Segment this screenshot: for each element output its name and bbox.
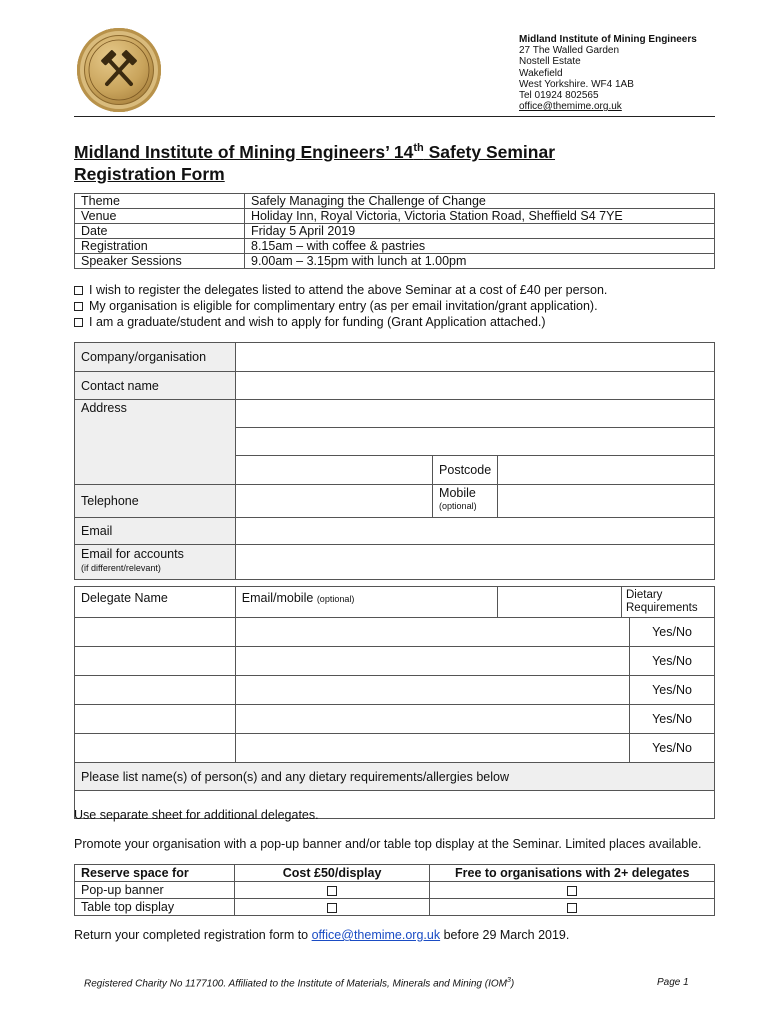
return-email-link[interactable]: office@themime.org.uk	[311, 928, 441, 942]
return-instructions	[74, 928, 569, 942]
table-row	[75, 254, 715, 269]
org-email-link[interactable]: office@themime.org.uk	[519, 101, 622, 113]
address-line-1-field[interactable]	[235, 400, 714, 428]
table-row	[75, 343, 715, 372]
register-checkbox[interactable]	[74, 286, 83, 295]
telephone-label: Telephone	[75, 485, 236, 518]
reserve-header: Reserve space for	[75, 865, 235, 882]
address-line-3-field[interactable]	[235, 456, 432, 485]
tabletop-free-checkbox[interactable]	[567, 903, 577, 913]
organisation-address-block	[519, 34, 697, 112]
table-row	[75, 209, 715, 224]
info-key: Speaker Sessions	[75, 254, 245, 269]
title-text-end: Safety Seminar	[423, 142, 556, 162]
promote-note: Promote your organisation with a pop-up banner and/or table top display at the Seminar. Limited places available.	[74, 837, 702, 851]
email-mobile-header: Email/mobile	[241, 591, 314, 605]
delegate-row	[75, 734, 715, 763]
dietary-header-line-1: Dietary	[626, 589, 663, 601]
contact-field[interactable]	[235, 372, 714, 400]
delegate-name-field[interactable]	[75, 618, 236, 647]
email-accounts-field[interactable]	[235, 545, 714, 580]
table-row	[75, 194, 715, 209]
mobile-label: Mobile	[439, 486, 476, 500]
cost-header: Cost £50/display	[234, 865, 430, 882]
email-accounts-note: (if different/relevant)	[81, 563, 161, 573]
registration-options	[74, 282, 607, 330]
free-header: Free to organisations with 2+ delegates	[430, 865, 715, 882]
table-spacer	[75, 580, 715, 587]
info-key: Date	[75, 224, 245, 239]
mobile-optional-note: (optional)	[439, 501, 477, 511]
table-row	[75, 400, 715, 428]
table-row	[75, 224, 715, 239]
return-text: Return your completed registration form to	[74, 928, 312, 942]
contact-label: Contact name	[75, 372, 236, 400]
complimentary-checkbox[interactable]	[74, 302, 83, 311]
address-line: Wakefield	[519, 67, 563, 79]
address-line: Nostell Estate	[519, 56, 581, 68]
info-value: 9.00am – 3.15pm with lunch at 1.00pm	[245, 254, 715, 269]
dietary-yesno[interactable]: Yes/No	[629, 705, 714, 733]
dietary-yesno[interactable]: Yes/No	[629, 734, 714, 762]
popup-cost-checkbox[interactable]	[327, 886, 337, 896]
delegate-header-row	[75, 587, 715, 618]
delegate-name-field[interactable]	[75, 705, 236, 734]
table-row	[75, 763, 715, 791]
footer-text-end: )	[510, 978, 515, 990]
reserve-space-table	[74, 864, 715, 916]
email-mobile-optional-note: (optional)	[316, 594, 355, 604]
info-key: Theme	[75, 194, 245, 209]
email-field[interactable]	[235, 518, 714, 545]
table-row	[75, 865, 715, 882]
info-value: Holiday Inn, Royal Victoria, Victoria Station Road, Sheffield S4 7YE	[245, 209, 715, 224]
address-line: 27 The Walled Garden	[519, 45, 620, 57]
table-row	[75, 545, 715, 580]
delegate-name-header: Delegate Name	[75, 587, 236, 618]
telephone-number: Tel 01924 802565	[519, 90, 599, 102]
delegate-email-field[interactable]	[236, 676, 629, 704]
title-text: Midland Institute of Mining Engineers’ 14	[74, 142, 414, 162]
popup-banner-label: Pop-up banner	[75, 882, 235, 899]
postcode-field[interactable]	[498, 456, 715, 485]
option-label: I wish to register the delegates listed to attend the above Seminar at a cost of £40 per person.	[89, 283, 608, 297]
page-number: Page 1	[657, 977, 689, 988]
table-row	[75, 518, 715, 545]
delegate-row	[75, 676, 715, 705]
table-row	[75, 882, 715, 899]
org-name: Midland Institute of Mining Engineers	[519, 34, 697, 45]
table-row	[75, 239, 715, 254]
address-label: Address	[75, 400, 236, 485]
option-label: My organisation is eligible for complimentary entry (as per email invitation/grant application).	[89, 299, 598, 313]
company-label: Company/organisation	[75, 343, 236, 372]
info-value: Friday 5 April 2019	[245, 224, 715, 239]
dietary-yesno[interactable]: Yes/No	[629, 647, 714, 675]
return-text-end: before 29 March 2019.	[440, 928, 570, 942]
delegate-email-field[interactable]	[236, 734, 629, 762]
page-title	[74, 141, 555, 185]
address-line: West Yorkshire. WF4 1AB	[519, 78, 634, 90]
registration-form-table	[74, 342, 715, 819]
info-key: Venue	[75, 209, 245, 224]
dietary-list-prompt: Please list name(s) of person(s) and any dietary requirements/allergies below	[75, 763, 715, 791]
delegate-email-field[interactable]	[236, 618, 629, 646]
info-value: Safely Managing the Challenge of Change	[245, 194, 715, 209]
postcode-label: Postcode	[433, 456, 498, 485]
dietary-yesno[interactable]: Yes/No	[629, 618, 714, 646]
footer-text: Registered Charity No 1177100. Affiliated to the Institute of Materials, Minerals and Mining (IOM	[84, 978, 507, 990]
header-divider	[74, 116, 715, 117]
funding-checkbox[interactable]	[74, 318, 83, 327]
info-key: Registration	[75, 239, 245, 254]
table-row	[75, 372, 715, 400]
charity-footer	[84, 977, 514, 989]
option-label: I am a graduate/student and wish to apply for funding (Grant Application attached.)	[89, 315, 546, 329]
address-line-2-field[interactable]	[235, 428, 714, 456]
mobile-field[interactable]	[498, 485, 715, 518]
tabletop-cost-checkbox[interactable]	[327, 903, 337, 913]
popup-free-checkbox[interactable]	[567, 886, 577, 896]
info-value: 8.15am – with coffee & pastries	[245, 239, 715, 254]
footer-superscript: 3	[506, 977, 511, 984]
title-superscript: th	[413, 142, 424, 155]
separate-sheet-note: Use separate sheet for additional delegates.	[74, 808, 319, 822]
table-top-label: Table top display	[75, 899, 235, 916]
company-field[interactable]	[235, 343, 714, 372]
email-label: Email	[75, 518, 236, 545]
email-accounts-label: Email for accounts	[81, 547, 184, 561]
delegate-row	[75, 705, 715, 734]
table-row	[75, 485, 715, 518]
delegate-name-field[interactable]	[75, 676, 236, 705]
form-subtitle: Registration Form	[74, 164, 225, 184]
delegate-email-field[interactable]	[236, 647, 629, 675]
table-row	[75, 899, 715, 916]
delegate-name-field[interactable]	[75, 647, 236, 676]
telephone-field[interactable]	[235, 485, 432, 518]
crossed-hammers-emblem-icon	[77, 28, 161, 112]
delegate-name-field[interactable]	[75, 734, 236, 763]
dietary-header-line-2: Requirements	[626, 602, 698, 614]
delegate-row	[75, 647, 715, 676]
dietary-yesno[interactable]: Yes/No	[629, 676, 714, 704]
delegate-email-field[interactable]	[236, 705, 629, 733]
delegate-spacer	[498, 587, 621, 617]
delegate-row	[75, 618, 715, 647]
seminar-info-table	[74, 193, 715, 269]
